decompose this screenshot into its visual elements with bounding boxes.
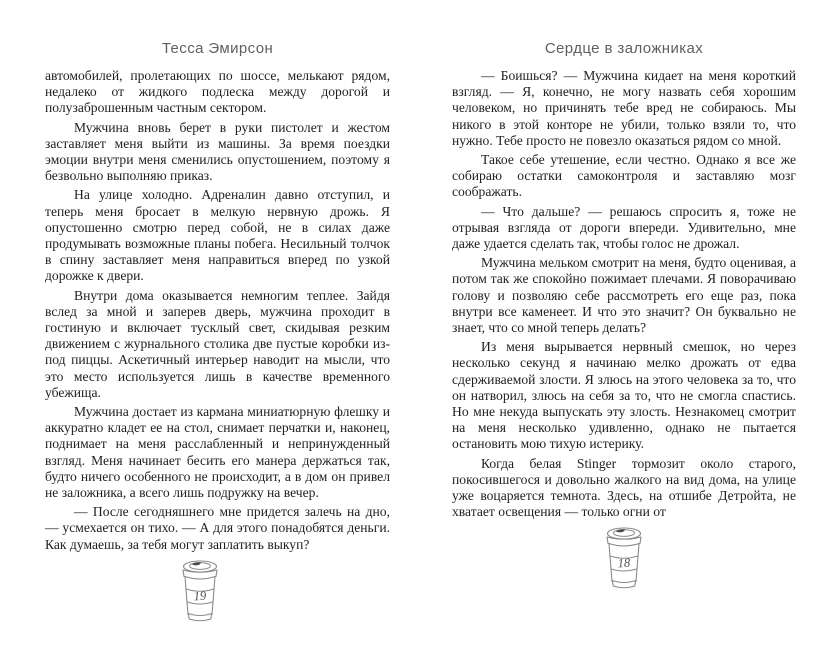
page-left-text xyxy=(45,68,390,553)
paragraph: Мужчина достает из кармана миниатюрную флешку и аккуратно кладет ее на стол, снимает перчатки и, наконец, поднимает на меня расслабленный и непринужденный взгляд. Меня начинает бесить его манера держаться так, будто ничего особенного не происходит, а в дом он привел не заложника, а всего лишь подружку на вечер. xyxy=(45,404,390,501)
paragraph: Когда белая Stinger тормозит около старого, покосившегося и довольно жалкого на вид дома, на улице уже воцаряется темнота. Здесь, на отшибе Детройта, не хватает освещения — только огни от xyxy=(452,455,796,520)
paragraph: — Боишься? — Мужчина кидает на меня короткий взгляд. — Я, конечно, не могу назвать себя хорошим человеком, но причинять тебе вред не собираюсь. Мы никого в этой конторе не убили, только взяли то, что нужно. Тебе просто не повезло оказаться рядом со мной. xyxy=(452,68,796,148)
paragraph: На улице холодно. Адреналин давно отступил, и теперь меня бросает в мелкую нервную дрожь. Я опустошенно смотрю перед собой, не в силах даже продумывать возможные планы побега. Несильный толчок в спину заставляет меня направиться вперед по узкой дорожке к двери. xyxy=(45,187,390,284)
paragraph: Внутри дома оказывается немногим теплее. Зайдя вслед за мной и заперев дверь, мужчина проходит в гостиную и включает тусклый свет, скидывая резким движением с журнального столика две пустые коробки из-под пиццы. Аскетичный интерьер наводит на мысли, что это место используется лишь в качестве временного убежища. xyxy=(45,287,390,400)
page-number: 18 xyxy=(617,556,631,571)
page-number-marker-left xyxy=(45,559,390,623)
paragraph: Из меня вырывается нервный смешок, но через несколько секунд я начинаю мелко дрожать от едва сдерживаемой злости. Я злюсь на этого человека за то, что он натворил, злюсь на себя за то, что не смогла спастись. Но мне некуда выпускать эту злость. Незнакомец смотрит на меня несколько удивленно, однако не пытается остановить мою тихую истерику. xyxy=(452,339,796,452)
paragraph: Мужчина вновь берет в руки пистолет и жестом заставляет меня выйти из машины. За время поездки эмоции внутри меня сменились опустошением, поэтому я безвольно выполняю приказ. xyxy=(45,119,390,184)
paragraph: — После сегодняшнего мне придется залечь на дно, — усмехается он тихо. — А для этого понадобятся деньги. Как думаешь, за тебя могут заплатить выкуп? xyxy=(45,504,390,552)
paragraph: Мужчина мельком смотрит на меня, будто оценивая, а потом так же спокойно пожимает плечами. Я поворачиваю голову и позволяю себе рассмотреть его еще раз, пока внутри все каменеет. И что это значит? Он буквально не знает, что со мной теперь делать? xyxy=(452,255,796,336)
running-head-title: Сердце в заложниках xyxy=(544,40,704,57)
running-head-author: Тесса Эмирсон xyxy=(161,40,274,57)
paragraph: Такое себе утешение, если честно. Однако я все же собираю остатки самоконтроля и заставляю мозг соображать. xyxy=(452,152,796,200)
page-right-text xyxy=(452,68,796,520)
page-number: 19 xyxy=(192,588,207,604)
coffee-cup-icon xyxy=(173,559,227,623)
page-left xyxy=(45,32,390,623)
paragraph: автомобилей, пролетающих по шоссе, мелькают рядом, недалеко от жидкого подлеска между дорогой и полузаброшенным частным сектором. xyxy=(45,68,390,116)
coffee-cup-icon xyxy=(597,526,651,590)
page-right xyxy=(452,32,796,590)
paragraph: — Что дальше? — решаюсь спросить я, тоже не отрывая взгляда от дороги впереди. Удивительно, мне даже удается сделать так, чтобы голос не дрожал. xyxy=(452,203,796,252)
page-number-marker-right xyxy=(452,526,796,590)
